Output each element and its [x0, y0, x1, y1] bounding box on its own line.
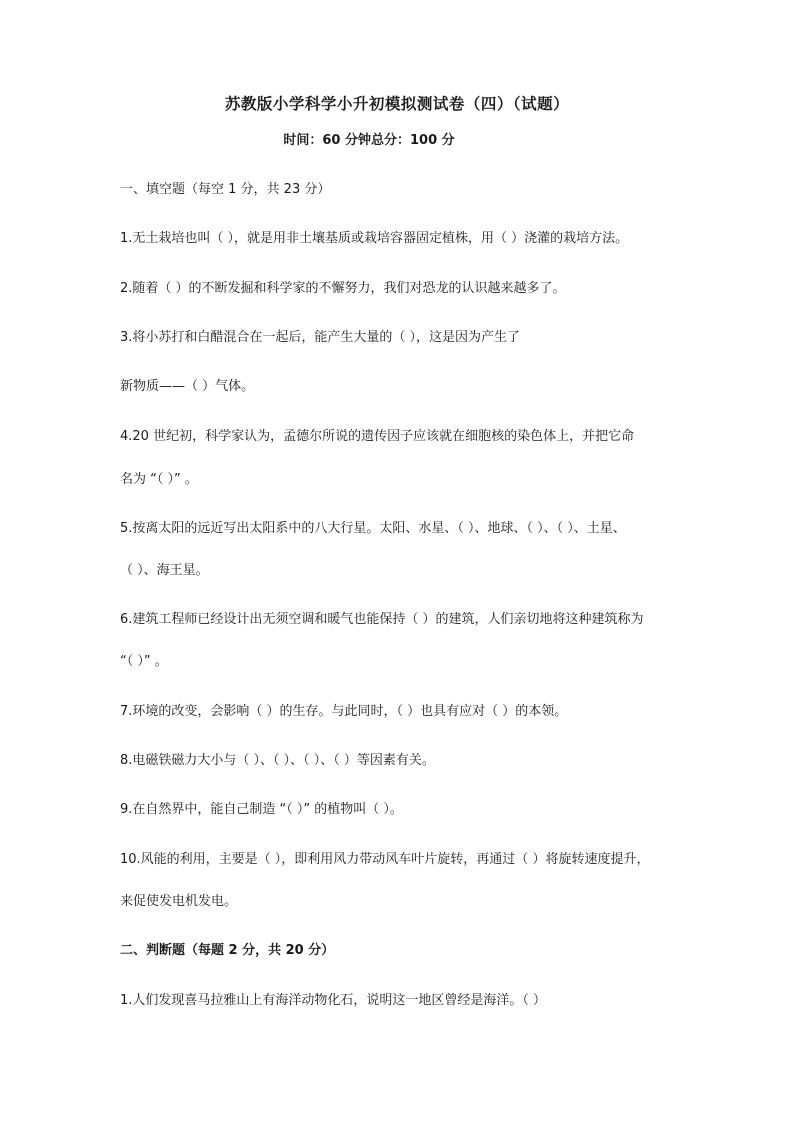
question-line: 2.随着（ ）的不断发掘和科学家的不懈努力，我们对恐龙的认识越来越多了。	[120, 281, 566, 296]
section-heading-true-false: 二、判断题（每题 2 分，共 20 分）	[120, 943, 335, 958]
question-line: 5.按离太阳的远近写出太阳系中的八大行星。太阳、水星、（ ）、地球、（ ）、（ ）、土星、	[120, 521, 626, 536]
question-line: 3.将小苏打和白醋混合在一起后，能产生大量的（ ），这是因为产生了	[120, 330, 521, 345]
document-subtitle: 时间：60 分钟总分：100 分	[283, 133, 455, 148]
document-title: 苏教版小学科学小升初模拟测试卷（四）（试题）	[224, 95, 570, 113]
question-line: （ ）、海王星。	[120, 563, 209, 578]
question-line: 6.建筑工程师已经设计出无须空调和暖气也能保持（ ）的建筑，人们亲切地将这种建筑称为	[120, 612, 644, 627]
question-line: 8.电磁铁磁力大小与（ ）、（ ）、（ ）、（ ）等因素有关。	[120, 753, 435, 768]
question-line: 来促使发电机发电。	[120, 894, 238, 909]
question-line: 10.风能的利用，主要是（ ），即利用风力带动风车叶片旋转，再通过（ ）将旋转速度提升，	[120, 852, 650, 867]
question-line: 4.20 世纪初，科学家认为，孟德尔所说的遗传因子应该就在细胞核的染色体上，并把它命	[120, 429, 635, 444]
question-line: 9.在自然界中，能自己制造 “（ ）” 的植物叫（ ）。	[120, 802, 403, 817]
question-line: 1.无土栽培也叫（ ），就是用非土壤基质或栽培容器固定植株，用（ ）浇灌的栽培方法。	[120, 231, 629, 246]
question-line: 新物质——（ ）气体。	[120, 379, 255, 394]
question-line: 7.环境的改变，会影响（ ）的生存。与此同时，（ ）也具有应对（ ）的本领。	[120, 704, 568, 719]
question-line: 名为 “（ ）” 。	[120, 472, 198, 487]
section-heading-fill-in: 一、填空题（每空 1 分，共 23 分）	[120, 182, 331, 197]
question-line: “（ ）” 。	[120, 654, 168, 669]
question-line: 1.人们发现喜马拉雅山上有海洋动物化石，说明这一地区曾经是海洋。（ ）	[120, 993, 547, 1008]
